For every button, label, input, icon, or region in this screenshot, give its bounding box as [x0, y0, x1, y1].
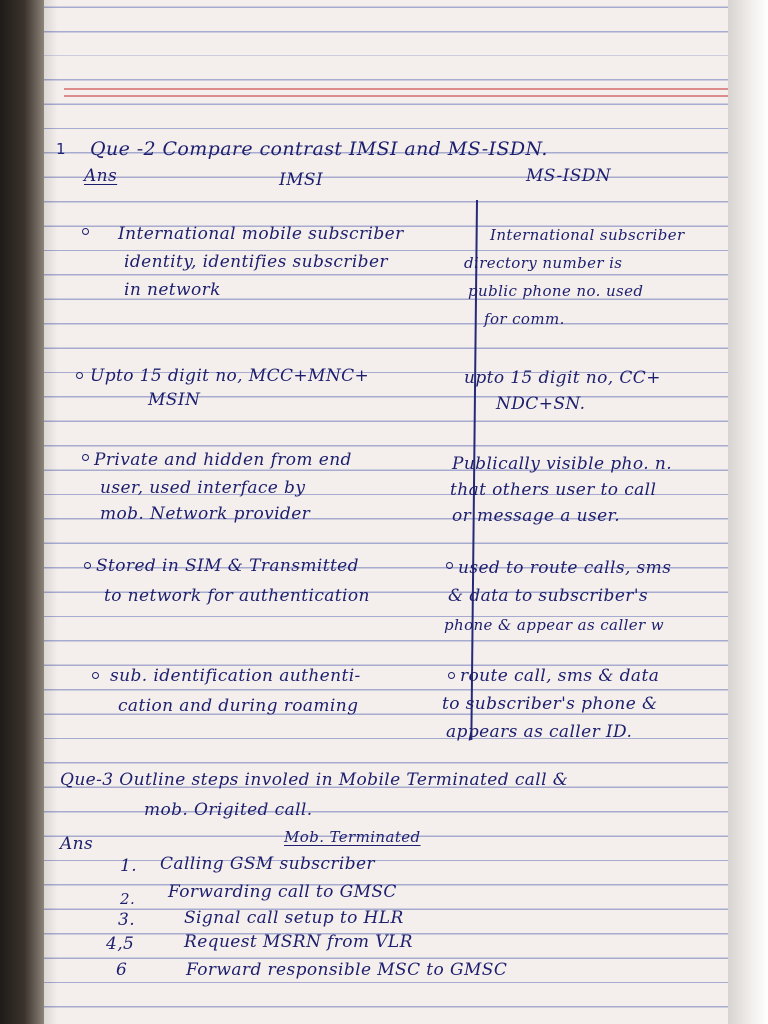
- msisdn-row3-line2: that others user to call: [450, 480, 657, 500]
- bullet-icon: [448, 672, 455, 679]
- imsi-row3-line1: Private and hidden from end: [94, 450, 352, 470]
- step-number: 4,5: [106, 934, 135, 954]
- msisdn-row1-line4: for comm.: [484, 310, 565, 328]
- msisdn-row1-line2: directory number is: [464, 254, 623, 272]
- msisdn-row1-line3: public phone no. used: [468, 282, 644, 300]
- imsi-row1-line3: in network: [124, 280, 221, 300]
- imsi-row3-line2: user, used interface by: [100, 478, 306, 498]
- msisdn-row4-line1: used to route calls, sms: [458, 558, 672, 578]
- imsi-row4-line2: to network for authentication: [104, 586, 370, 606]
- margin-mark: 1: [56, 140, 66, 158]
- imsi-row3-line3: mob. Network provider: [100, 504, 311, 524]
- bullet-icon: [82, 454, 89, 461]
- msisdn-row4-line2: & data to subscriber's: [448, 586, 649, 606]
- bullet-icon: [82, 228, 89, 235]
- step-text: Forward responsible MSC to GMSC: [186, 960, 508, 980]
- msisdn-row5-line2: to subscriber's phone &: [442, 694, 658, 714]
- page-edge: [728, 0, 768, 1024]
- msisdn-row3-line1: Publically visible pho. n.: [452, 454, 672, 474]
- imsi-row4-line1: Stored in SIM & Transmitted: [96, 556, 359, 576]
- bullet-icon: [84, 562, 91, 569]
- step-number: 3.: [118, 910, 136, 930]
- step-number: 1.: [120, 856, 138, 876]
- imsi-row2-line2: MSIN: [148, 390, 201, 410]
- bullet-icon: [446, 562, 453, 569]
- question-3-title-line1: Que-3 Outline steps involed in Mobile Terminated call &: [60, 770, 569, 790]
- imsi-row2-line1: Upto 15 digit no, MCC+MNC+: [90, 366, 370, 386]
- column-header-msisdn: MS-ISDN: [526, 166, 612, 186]
- step-text: Calling GSM subscriber: [160, 854, 375, 874]
- step-text: Signal call setup to HLR: [184, 908, 404, 928]
- step-number: 2.: [120, 890, 136, 908]
- imsi-row5-line2: cation and during roaming: [118, 696, 359, 716]
- step-number: 6: [116, 960, 128, 980]
- margin-line-bottom: [64, 95, 728, 97]
- answer-label-q3: Ans: [60, 834, 94, 854]
- msisdn-row5-line1: route call, sms & data: [460, 666, 660, 686]
- imsi-row5-line1: sub. identification authenti-: [110, 666, 361, 686]
- question-2-title: Que -2 Compare contrast IMSI and MS-ISDN.: [90, 138, 548, 160]
- msisdn-row2-line2: NDC+SN.: [496, 394, 586, 414]
- bullet-icon: [92, 672, 99, 679]
- answer-label: Ans: [84, 166, 118, 186]
- step-text: Forwarding call to GMSC: [168, 882, 397, 902]
- notebook-binding: [0, 0, 44, 1024]
- msisdn-row5-line3: appears as caller ID.: [446, 722, 633, 742]
- msisdn-row2-line1: upto 15 digit no, CC+: [464, 368, 661, 388]
- column-header-imsi: IMSI: [279, 170, 324, 190]
- msisdn-row1-line1: International subscriber: [490, 226, 685, 244]
- margin-line-top: [64, 88, 728, 90]
- msisdn-row4-line3: phone & appear as caller w: [444, 616, 665, 634]
- mob-terminated-heading: Mob. Terminated: [284, 828, 421, 846]
- imsi-row1-line1: International mobile subscriber: [118, 224, 404, 244]
- bullet-icon: [76, 372, 83, 379]
- question-3-title-line2: mob. Origited call.: [144, 800, 313, 820]
- step-text: Request MSRN from VLR: [184, 932, 413, 952]
- imsi-row1-line2: identity, identifies subscriber: [124, 252, 388, 272]
- notebook-page: [44, 0, 728, 1024]
- msisdn-row3-line3: or message a user.: [452, 506, 621, 526]
